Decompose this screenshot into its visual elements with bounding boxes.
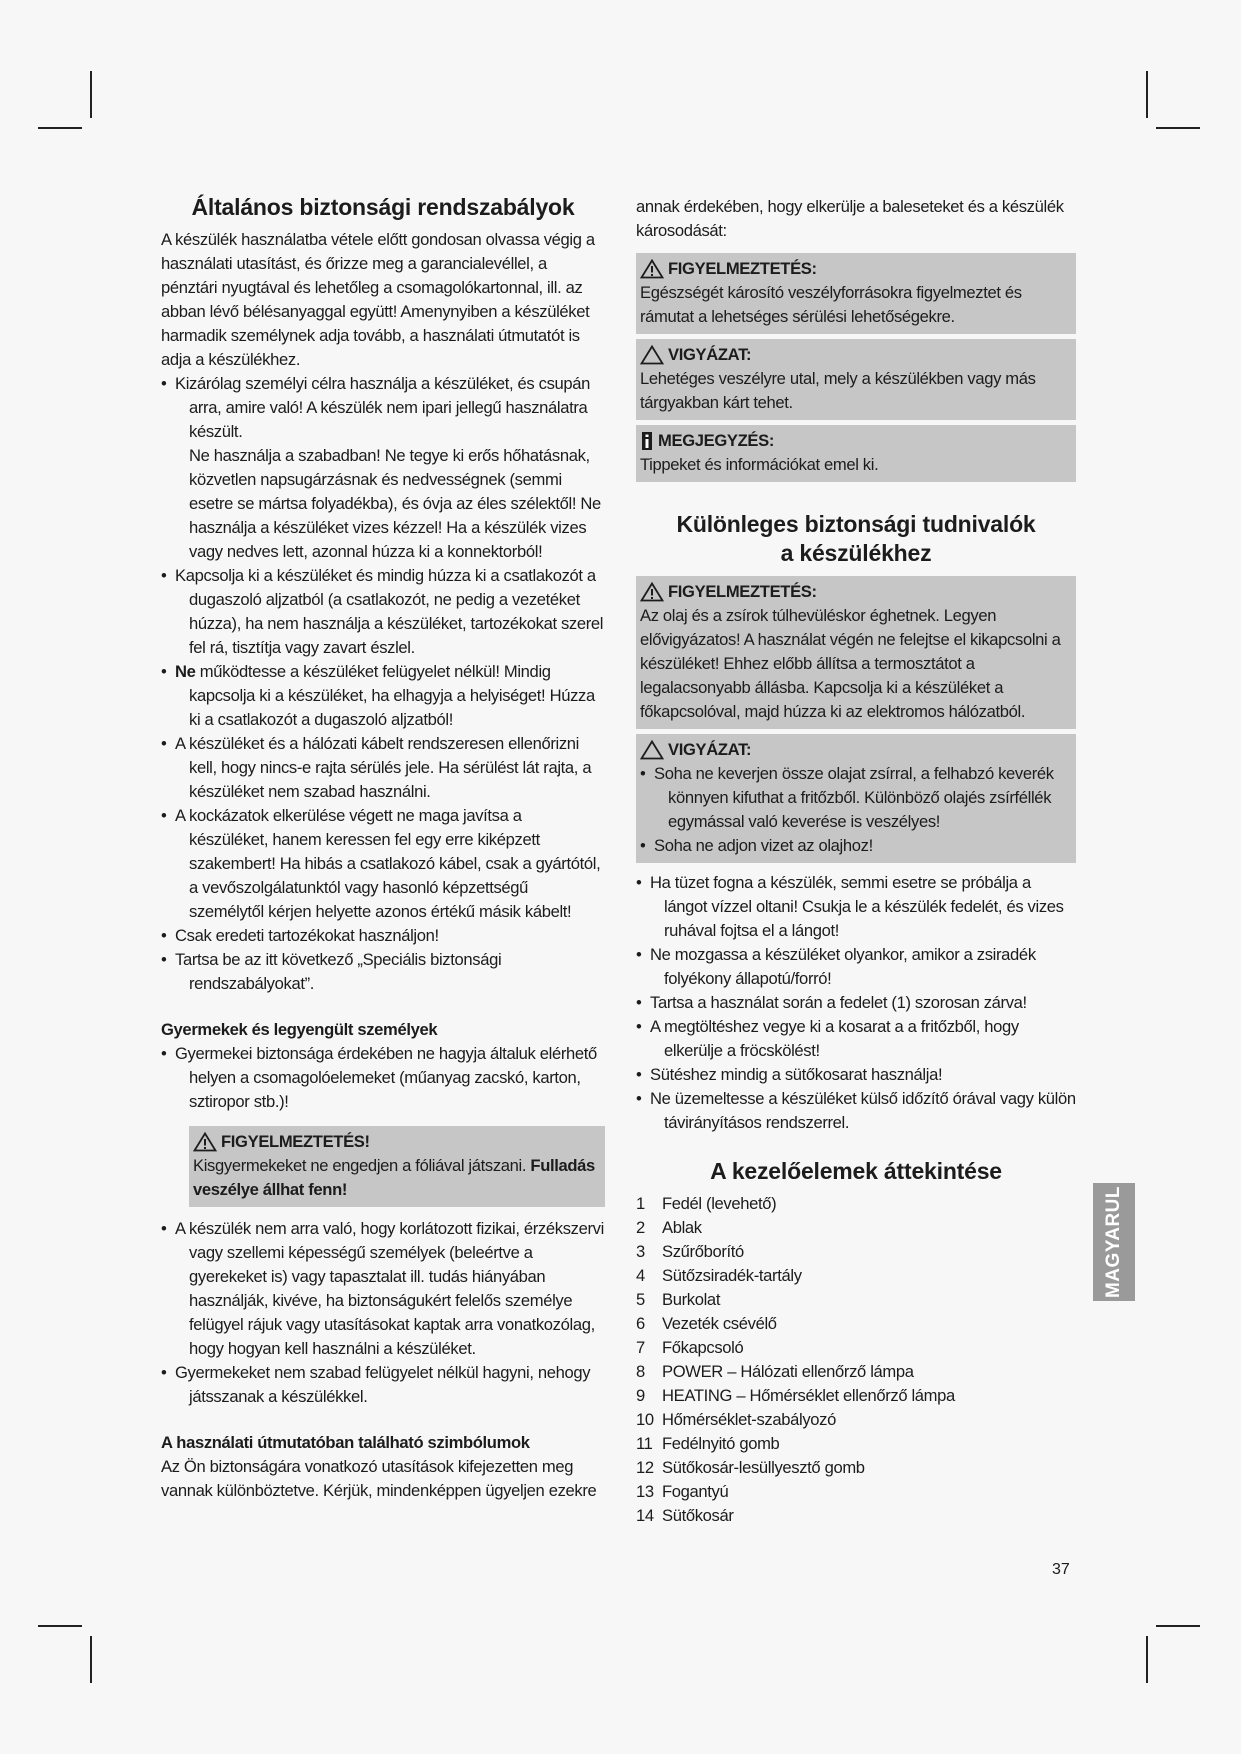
general-safety-list bbox=[161, 372, 605, 996]
list-item-text: Sütéshez mindig a sütőkosarat használja! bbox=[650, 1065, 943, 1084]
list-item-text: Gyermekeket nem szabad felügyelet nélkül hagyni, nehogy játsszanak a készülékkel. bbox=[175, 1363, 591, 1406]
part-number: 13 bbox=[636, 1482, 654, 1501]
bullet-symbol: • bbox=[161, 734, 167, 753]
list-item-text: A készüléket és a hálózati kábelt rendszeresen ellenőrizni kell, hogy nincs-e rajta sérülés jele. Ha sérülést lát rajta, a készüléket nem szabad használni. bbox=[175, 734, 592, 801]
general-safety-title: Általános biztonsági rendszabályok bbox=[191, 194, 575, 220]
symbols-paragraph: Az Ön biztonságára vonatkozó utasítások kifejezetten meg vannak különböztetve. Kérjük, mindenképpen ügyeljen ezekre bbox=[161, 1457, 597, 1500]
part-number: 6 bbox=[636, 1314, 645, 1333]
list-item-text: A készülék nem arra való, hogy korlátozott fizikai, érzékszervi vagy szellemi képességű személyek (beleértve a gyerekeket is) vagy tapasztalat ill. tudás hiányában használják, kivéve, ha biztonságukért felelős személye felügyel rájuk vagy utasításokat kaptak arra vonatkozólag, hogy hogyan kell használni a készüléket. bbox=[175, 1219, 604, 1358]
child-warning-body: Kisgyermekeket ne engedjen a fóliával játszani. bbox=[193, 1156, 531, 1175]
box-title-row bbox=[640, 738, 1072, 762]
child-warning-title: FIGYELMEZTETÉS! bbox=[221, 1132, 370, 1151]
box-title-row bbox=[640, 257, 1072, 281]
note-definition-box bbox=[636, 425, 1076, 482]
crop-mark-top-left-h bbox=[38, 127, 82, 129]
part-label: Burkolat bbox=[662, 1290, 721, 1309]
page-number: 37 bbox=[1052, 1561, 1070, 1578]
list-item-text: Ne üzemeltesse a készüléket külső időzítő órával vagy külön távirányításos rendszerrel. bbox=[650, 1089, 1076, 1132]
list-item bbox=[636, 1015, 1076, 1063]
part-number: 11 bbox=[636, 1434, 653, 1453]
bullet-symbol: • bbox=[640, 836, 646, 855]
box-title: VIGYÁZAT: bbox=[668, 345, 752, 364]
parts-list-item bbox=[636, 1360, 1076, 1384]
child-warning-box bbox=[189, 1126, 605, 1207]
caution-definition-box bbox=[636, 339, 1076, 420]
special-title-line-2: a készülékhez bbox=[780, 540, 932, 566]
child-warning-text bbox=[193, 1154, 601, 1202]
bullet-symbol: • bbox=[161, 1219, 167, 1238]
crop-mark-bottom-left-h bbox=[38, 1625, 82, 1627]
part-label: Fedélnyitó gomb bbox=[662, 1434, 780, 1453]
part-number: 1 bbox=[636, 1194, 645, 1213]
part-label: Sütőzsiradék-tartály bbox=[662, 1266, 802, 1285]
list-item bbox=[636, 943, 1076, 991]
list-item bbox=[161, 1217, 605, 1361]
part-number: 14 bbox=[636, 1506, 654, 1525]
part-number: 2 bbox=[636, 1218, 645, 1237]
list-item-extra: Ne használja a szabadban! Ne tegye ki erős hőhatásnak, közvetlen napsugárzásnak és nedvességnek (semmi esetre se mártsa folyadékba), és óvja az éles szélektől! Ne használja a készüléket vizes kézzel! Ha a készülék vizes vagy nedves lett, azonnal húzza ki a konnektorból! bbox=[189, 446, 601, 561]
part-number: 9 bbox=[636, 1386, 645, 1405]
crop-mark-top-right-v bbox=[1146, 71, 1148, 118]
parts-list-item bbox=[636, 1192, 1076, 1216]
bullet-symbol: • bbox=[161, 926, 167, 945]
box-title-row bbox=[640, 343, 1072, 367]
box-text: Egészségét károsító veszélyforrásokra figyelmeztet és rámutat a lehetséges sérülési lehetőségekre. bbox=[640, 283, 1022, 326]
special-safety-list bbox=[636, 871, 1076, 1135]
bullet-symbol: • bbox=[640, 764, 646, 783]
parts-list-item bbox=[636, 1288, 1076, 1312]
part-number: 5 bbox=[636, 1290, 645, 1309]
list-item-text: Soha ne keverjen össze olajat zsírral, a felhabzó keverék könnyen kifuthat a fritőzből. Különböző olajés zsírféllék egymással való keverése is veszélyes! bbox=[654, 764, 1054, 831]
bullet-symbol: • bbox=[161, 1363, 167, 1382]
oil-warning-box bbox=[636, 576, 1076, 729]
part-number: 10 bbox=[636, 1410, 654, 1429]
caution-triangle-icon bbox=[640, 345, 664, 365]
parts-list-item bbox=[636, 1456, 1076, 1480]
children-list-1 bbox=[161, 1042, 605, 1114]
list-item bbox=[161, 564, 605, 660]
child-warning-title-row bbox=[193, 1130, 601, 1154]
parts-list-item bbox=[636, 1240, 1076, 1264]
list-item bbox=[636, 871, 1076, 943]
part-number: 7 bbox=[636, 1338, 645, 1357]
bullet-symbol: • bbox=[161, 950, 167, 969]
caution-list bbox=[640, 762, 1072, 858]
oil-caution-box bbox=[636, 734, 1076, 863]
warning-definition-box bbox=[636, 253, 1076, 334]
list-item-text: Gyermekei biztonsága érdekében ne hagyja általuk elérhető helyen a csomagolóelemeket (műanyag zacskó, karton, sztiropor stb.)! bbox=[175, 1044, 597, 1111]
part-label: Fogantyú bbox=[662, 1482, 729, 1501]
bullet-symbol: • bbox=[636, 1065, 642, 1084]
parts-list-item bbox=[636, 1384, 1076, 1408]
list-item bbox=[636, 991, 1076, 1015]
part-label: Fedél (levehető) bbox=[662, 1194, 777, 1213]
list-item-text: Kizárólag személyi célra használja a készüléket, és csupán arra, amire való! A készülék nem ipari jellegű használatra készült. bbox=[175, 374, 591, 441]
parts-list-item bbox=[636, 1432, 1076, 1456]
part-label: Sütőkosár bbox=[662, 1506, 734, 1525]
list-item-text: Kapcsolja ki a készüléket és mindig húzza ki a csatlakozót a dugaszoló aljzatból (a csatlakozót, ne pedig a vezetéket húzza), ha nem használja a készüléket, tartozékokat szerel fel rá, tisztítja vagy zavart észlel. bbox=[175, 566, 604, 657]
caution-triangle-icon bbox=[640, 740, 664, 760]
bullet-symbol: • bbox=[636, 1089, 642, 1108]
part-label: Ablak bbox=[662, 1218, 702, 1237]
bullet-symbol: • bbox=[636, 993, 642, 1012]
part-number: 8 bbox=[636, 1362, 645, 1381]
list-item bbox=[161, 372, 605, 564]
box-title-row bbox=[640, 429, 1072, 453]
list-item-text: A megtöltéshez vegye ki a kosarat a a fritőzből, hogy elkerülje a fröcskölést! bbox=[650, 1017, 1019, 1060]
list-item bbox=[640, 834, 1072, 858]
intro-paragraph: A készülék használatba vétele előtt gondosan olvassa végig a használati utasítást, és őrizze meg a garancialevéllel, a pénztári nyugtával és lehetőleg a csomagolókartonnal, ill. az abban lévő bélésanyaggal együtt! Amenynyiben a készüléket harmadik személynek adja tovább, a használati útmutatót is adja a készülékhez. bbox=[161, 230, 595, 369]
list-item-bold: Ne bbox=[175, 662, 196, 681]
list-item bbox=[636, 1063, 1076, 1087]
part-label: HEATING – Hőmérséklet ellenőrző lámpa bbox=[662, 1386, 955, 1405]
info-icon bbox=[640, 431, 654, 451]
overview-title: A kezelőelemek áttekintése bbox=[710, 1158, 1002, 1184]
left-column bbox=[161, 193, 605, 1503]
right-column bbox=[636, 195, 1076, 1528]
crop-mark-bottom-right-h bbox=[1156, 1625, 1200, 1627]
crop-mark-top-right-h bbox=[1156, 127, 1200, 129]
box-text: Lehetéges veszélyre utal, mely a készülékben vagy más tárgyakban kárt tehet. bbox=[640, 369, 1036, 412]
child-warning-bold: Fulladás veszélye állhat fenn! bbox=[193, 1156, 595, 1199]
bullet-symbol: • bbox=[161, 566, 167, 585]
list-item bbox=[161, 804, 605, 924]
warning-triangle-icon bbox=[640, 259, 664, 279]
list-item bbox=[161, 732, 605, 804]
bullet-symbol: • bbox=[161, 1044, 167, 1063]
part-label: Főkapcsoló bbox=[662, 1338, 744, 1357]
language-tab bbox=[1093, 1183, 1135, 1301]
list-item-text: Ha tüzet fogna a készülék, semmi esetre se próbálja a lángot vízzel oltani! Csukja le a készülék fedelét, és vizes ruhával fojtsa el a lángot! bbox=[650, 873, 1064, 940]
box-text: Tippeket és információkat emel ki. bbox=[640, 455, 879, 474]
crop-mark-bottom-left-v bbox=[90, 1636, 92, 1683]
special-title-line-1: Különleges biztonsági tudnivalók bbox=[676, 511, 1036, 537]
part-number: 12 bbox=[636, 1458, 654, 1477]
box-title-row bbox=[640, 580, 1072, 604]
parts-list-item bbox=[636, 1312, 1076, 1336]
bullet-symbol: • bbox=[161, 806, 167, 825]
bullet-symbol: • bbox=[636, 945, 642, 964]
list-item bbox=[161, 1042, 605, 1114]
box-title: FIGYELMEZTETÉS: bbox=[668, 259, 817, 278]
list-item-text: Ne mozgassa a készüléket olyankor, amikor a zsiradék folyékony állapotú/forró! bbox=[650, 945, 1036, 988]
warning-triangle-icon bbox=[640, 582, 664, 602]
list-item bbox=[636, 1087, 1076, 1135]
bullet-symbol: • bbox=[161, 374, 167, 393]
bullet-symbol: • bbox=[161, 662, 167, 681]
parts-list bbox=[636, 1192, 1076, 1528]
part-label: Hőmérséklet-szabályozó bbox=[662, 1410, 836, 1429]
part-number: 3 bbox=[636, 1242, 645, 1261]
warning-triangle-icon bbox=[193, 1132, 217, 1152]
list-item-text: Tartsa be az itt következő „Speciális biztonsági rendszabályokat”. bbox=[175, 950, 502, 993]
list-item bbox=[161, 660, 605, 732]
list-item bbox=[161, 1361, 605, 1409]
list-item-text: működtesse a készüléket felügyelet nélkül! Mindig kapcsolja ki a készüléket, ha elhagyja a helyiséget! Húzza ki a csatlakozót a dugaszoló aljzatból! bbox=[189, 662, 595, 729]
box-title: MEGJEGYZÉS: bbox=[658, 431, 775, 450]
language-tab-label: MAGYARUL bbox=[1103, 1185, 1124, 1299]
list-item bbox=[161, 948, 605, 996]
parts-list-item bbox=[636, 1504, 1076, 1528]
parts-list-item bbox=[636, 1336, 1076, 1360]
list-item-text: A kockázatok elkerülése végett ne maga javítsa a készüléket, hanem keressen fel egy erre kiképzett szakembert! Ha hibás a csatlakozó kábel, csak a gyártótól, a vevőszolgálatunktól vagy hasonló képzettségű személytől kérjen helyette azonos értékű másik kábelt! bbox=[175, 806, 601, 921]
part-label: Vezeték csévélő bbox=[662, 1314, 777, 1333]
children-list-2 bbox=[161, 1217, 605, 1409]
parts-list-item bbox=[636, 1216, 1076, 1240]
list-item bbox=[161, 924, 605, 948]
list-item-text: Csak eredeti tartozékokat használjon! bbox=[175, 926, 439, 945]
part-label: Szűrőborító bbox=[662, 1242, 744, 1261]
continuation-paragraph: annak érdekében, hogy elkerülje a baleseteket és a készülék károsodását: bbox=[636, 197, 1064, 240]
part-number: 4 bbox=[636, 1266, 645, 1285]
crop-mark-top-left-v bbox=[90, 71, 92, 118]
parts-list-item bbox=[636, 1480, 1076, 1504]
bullet-symbol: • bbox=[636, 873, 642, 892]
box-text: Az olaj és a zsírok túlhevüléskor éghetnek. Legyen elővigyázatos! A használat végén ne felejtse el kikapcsolni a készüléket! Ehhez előbb állítsa a termosztátot a legalacsonyabb állásba. Kapcsolja ki a készüléket a főkapcsolóval, majd húzza ki az elektromos hálózatból. bbox=[640, 606, 1061, 721]
parts-list-item bbox=[636, 1264, 1076, 1288]
children-heading: Gyermekek és legyengült személyek bbox=[161, 1020, 438, 1039]
bullet-symbol: • bbox=[636, 1017, 642, 1036]
crop-mark-bottom-right-v bbox=[1146, 1636, 1148, 1683]
symbols-heading: A használati útmutatóban található szimbólumok bbox=[161, 1433, 530, 1452]
list-item-text: Tartsa a használat során a fedelet (1) szorosan zárva! bbox=[650, 993, 1027, 1012]
parts-list-item bbox=[636, 1408, 1076, 1432]
box-title: FIGYELMEZTETÉS: bbox=[668, 582, 817, 601]
special-safety-title bbox=[636, 510, 1076, 568]
box-title: VIGYÁZAT: bbox=[668, 740, 752, 759]
list-item-text: Soha ne adjon vizet az olajhoz! bbox=[654, 836, 873, 855]
part-label: Sütőkosár-lesüllyesztő gomb bbox=[662, 1458, 865, 1477]
part-label: POWER – Hálózati ellenőrző lámpa bbox=[662, 1362, 914, 1381]
list-item bbox=[640, 762, 1072, 834]
